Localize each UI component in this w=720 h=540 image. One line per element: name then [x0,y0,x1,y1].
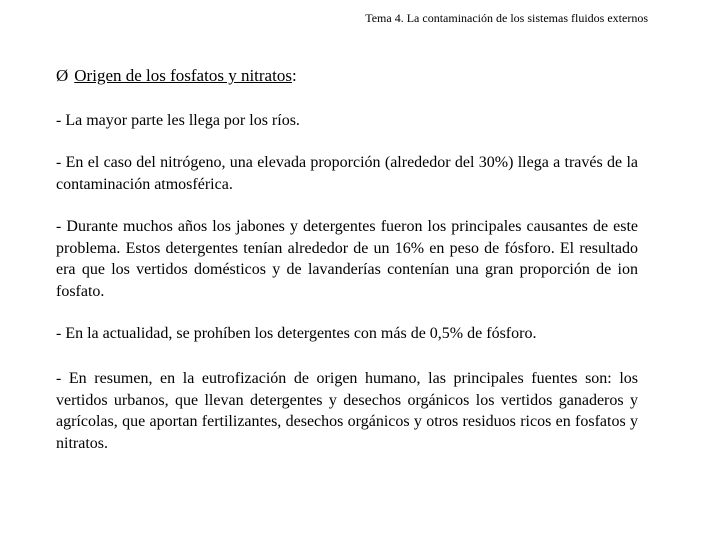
page-header: Tema 4. La contaminación de los sistemas fluidos externos [365,11,648,25]
arrow-bullet-icon: Ø [56,66,69,85]
paragraph-rios: - La mayor parte les llega por los ríos. [56,112,300,129]
paragraph-nitrogeno: - En el caso del nitrógeno, una elevada proporción (alrededor del 30%) llega a través de la contaminación atmosférica. [56,154,638,193]
section-heading [56,66,297,86]
paragraph-actualidad: - En la actualidad, se prohíben los detergentes con más de 0,5% de fósforo. [56,325,537,342]
section-title: Origen de los fosfatos y nitratos [74,66,292,85]
paragraph-resumen: - En resumen, en la eutrofización de origen humano, las principales fuentes son: los vertidos urbanos, que llevan detergentes y desechos orgánicos los vertidos ganaderos y agrícolas, que aportan fertilizantes, desechos orgánicos y otros residuos ricos en fosfatos y nitratos. [56,370,638,452]
section-title-colon: : [291,66,297,85]
paragraph-detergentes: - Durante muchos años los jabones y detergentes fueron los principales causantes de este problema. Estos detergentes tenían alrededor de un 16% en peso de fósforo. El resultado era que los vertidos domésticos y de lavanderías contenían una gran proporción de ion fosfato. [56,218,638,300]
